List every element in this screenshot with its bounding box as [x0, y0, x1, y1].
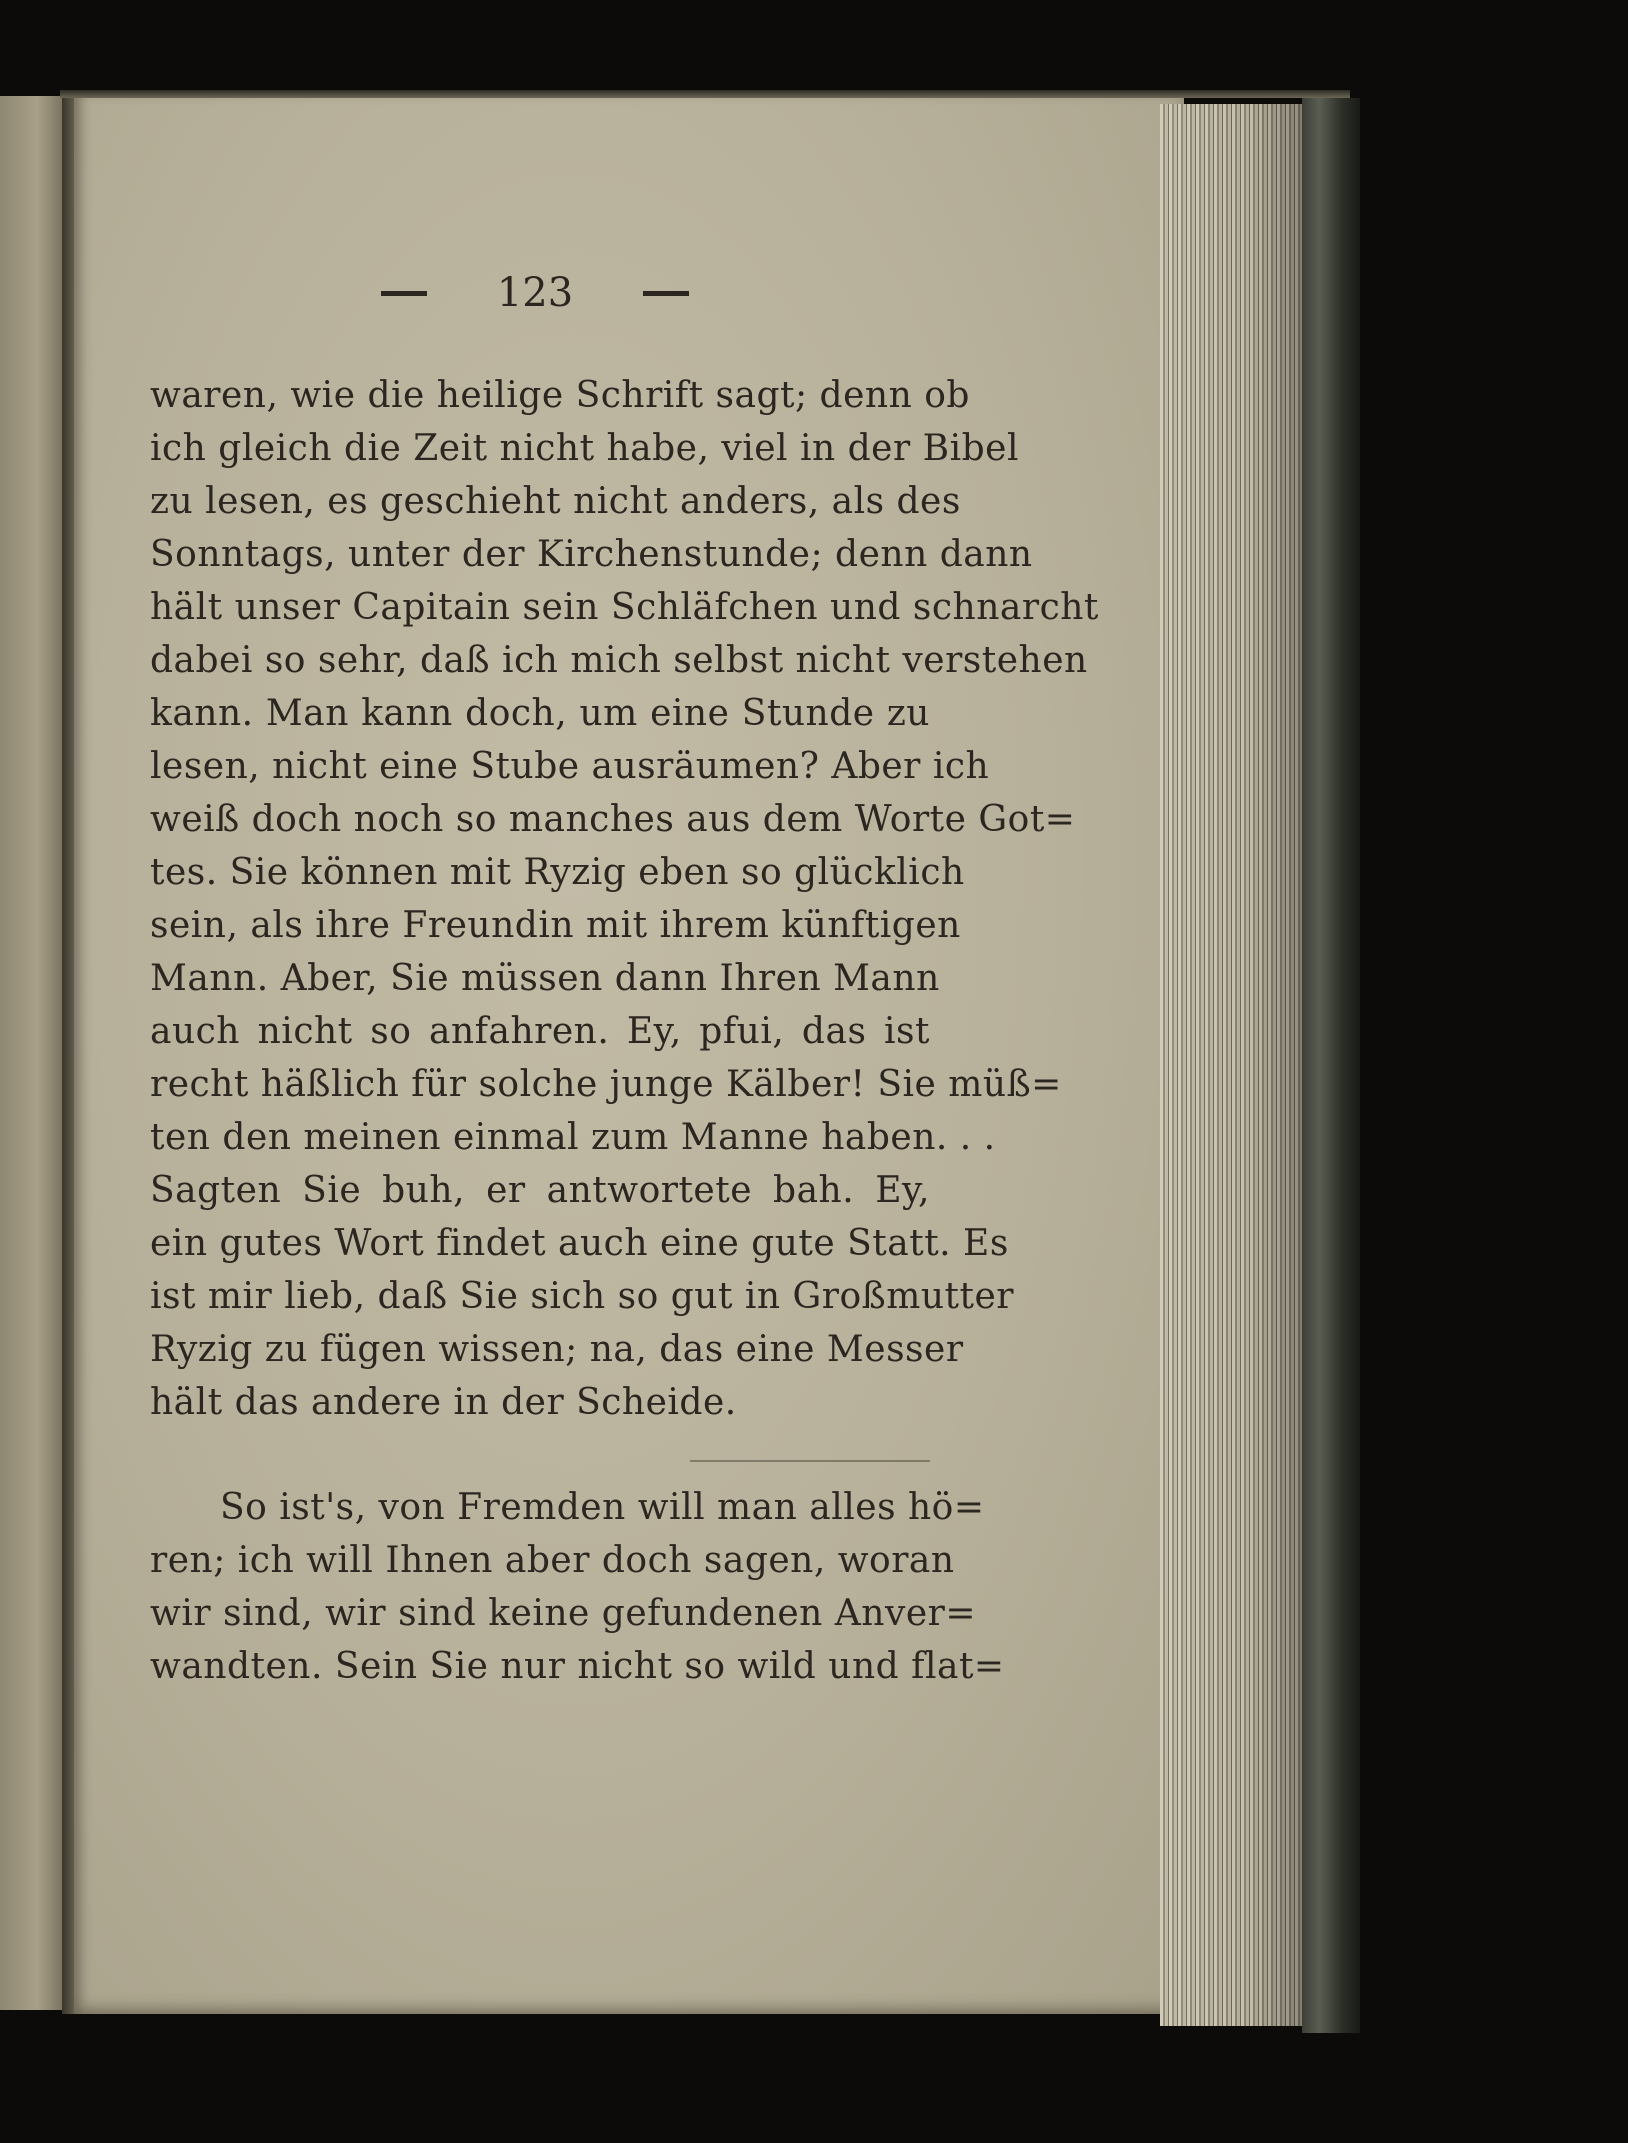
text-line: auch nicht so anfahren. Ey, pfui, das ist	[150, 1011, 930, 1052]
running-head	[355, 270, 715, 316]
text-line: ich gleich die Zeit nicht habe, viel in der Bibel	[150, 428, 1019, 469]
left-page-edge	[0, 96, 68, 2010]
book-cover-board	[1302, 98, 1360, 2033]
text-line: So ist's, von Fremden will man alles hö=	[220, 1487, 985, 1528]
text-line: Sagten Sie buh, er antwortete bah. Ey,	[150, 1170, 930, 1211]
faint-rule	[690, 1460, 930, 1462]
page-number: 123	[496, 270, 574, 316]
left-dash	[381, 291, 427, 296]
text-line: ein gutes Wort findet auch eine gute Statt. Es	[150, 1223, 1009, 1264]
text-line: sein, als ihre Freundin mit ihrem künftigen	[150, 905, 961, 946]
fore-edge-shadow	[1160, 104, 1310, 2026]
right-dash	[643, 291, 689, 296]
text-line: waren, wie die heilige Schrift sagt; denn ob	[150, 375, 970, 416]
book-top-edge	[60, 90, 1350, 98]
text-line: ten den meinen einmal zum Manne haben. . .	[150, 1117, 996, 1158]
text-line: tes. Sie können mit Ryzig eben so glücklich	[150, 852, 965, 893]
text-line: hält unser Capitain sein Schläfchen und schnarcht	[150, 587, 1099, 628]
text-line: ren; ich will Ihnen aber doch sagen, woran	[150, 1540, 955, 1581]
text-line: kann. Man kann doch, um eine Stunde zu	[150, 693, 930, 734]
text-line: zu lesen, es geschieht nicht anders, als des	[150, 481, 961, 522]
text-line: ist mir lieb, daß Sie sich so gut in Großmutter	[150, 1276, 1014, 1317]
text-line: lesen, nicht eine Stube ausräumen? Aber ich	[150, 746, 990, 787]
text-line: wir sind, wir sind keine gefundenen Anver=	[150, 1593, 977, 1634]
text-line: Sonntags, unter der Kirchenstunde; denn dann	[150, 534, 1033, 575]
text-line: wandten. Sein Sie nur nicht so wild und flat=	[150, 1646, 1005, 1687]
text-line: Ryzig zu fügen wissen; na, das eine Messer	[150, 1329, 964, 1370]
text-line: hält das andere in der Scheide.	[150, 1382, 737, 1423]
text-line: recht häßlich für solche junge Kälber! Sie müß=	[150, 1064, 1062, 1105]
text-line: Mann. Aber, Sie müssen dann Ihren Mann	[150, 958, 940, 999]
text-line: dabei so sehr, daß ich mich selbst nicht verstehen	[150, 640, 1088, 681]
text-line: weiß doch noch so manches aus dem Worte Got=	[150, 799, 1076, 840]
